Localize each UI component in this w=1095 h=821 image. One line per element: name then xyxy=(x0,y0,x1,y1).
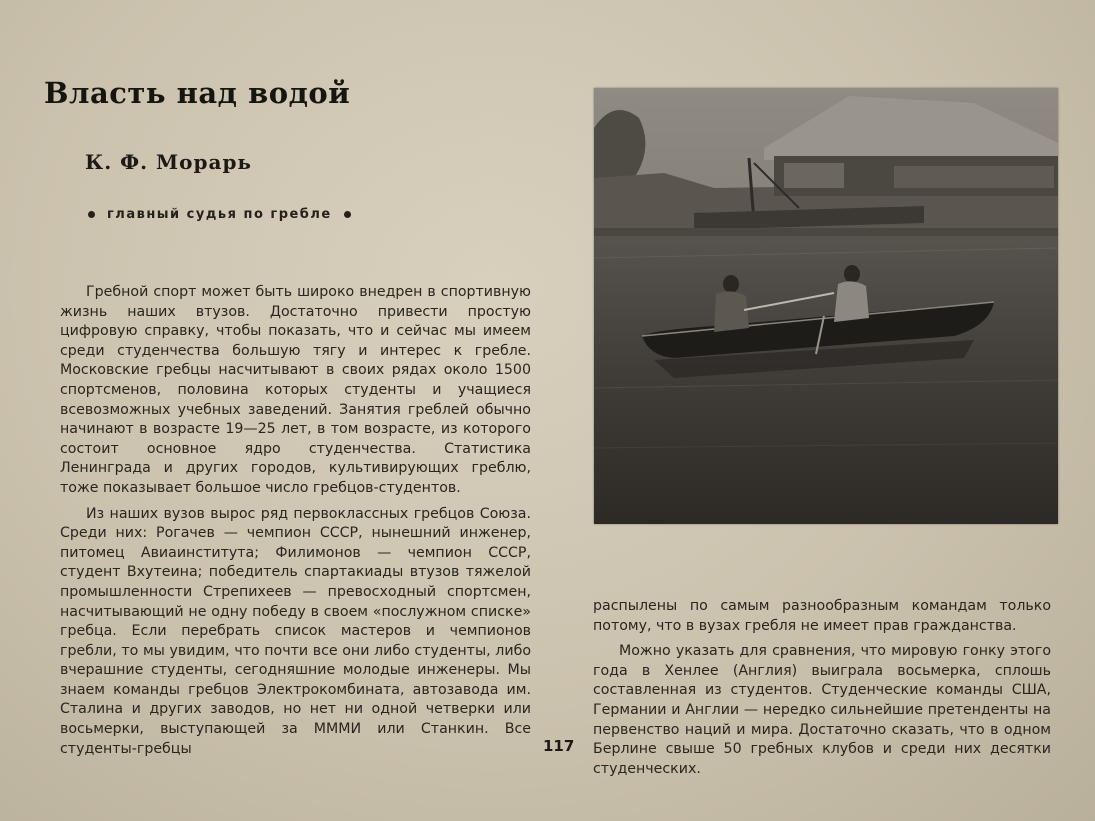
left-text-column xyxy=(60,283,531,759)
page-number: 117 xyxy=(543,737,575,755)
bullet-icon xyxy=(344,211,351,218)
author-role: главный судья по гребле xyxy=(107,207,332,222)
article-title: Власть над водой xyxy=(44,76,351,110)
paragraph: Можно указать для сравнения, что мировую гонку этого года в Хенлее (Англия) выиграла восьмерка, сплошь составленная из студентов. Студенческие команды США, Германии и Англии — нередко сильнейшие претенденты на первенство наций и мира. Достаточно сказать, что в одном Берлине свыше 50 гребных клубов и среди них десятки студенческих. xyxy=(593,643,1051,777)
paragraph: Из наших вузов вырос ряд первоклассных гребцов Союза. Среди них: Рогачев — чемпион СССР, нынешний инженер, питомец Авиаинститута; Филимонов — чемпион СССР, студент Вхутеина; победитель спартакиады втузов тяжелой промышленности Стрепихеев — превосходный спортсмен, насчитывающий не одну победу в своем «послужном списке» гребца. Если перебрать список мастеров и чемпионов гребли, то мы увидим, что почти все они либо студенты, либо вчерашние студенты, сегодняшние молодые инженеры. Мы знаем команды гребцов Электрокомбината, автозавода им. Сталина и других заводов, но нет ни одной четверки или восьмерки, выступающей за МММИ или Станкин. Все студенты-гребцы xyxy=(60,505,531,757)
paragraph: распылены по самым разнообразным командам только потому, что в вузах гребля не имеет прав гражданства. xyxy=(593,598,1051,634)
right-text-column xyxy=(593,597,1051,779)
bullet-icon xyxy=(88,211,95,218)
author-role-line xyxy=(88,207,351,222)
paragraph: Гребной спорт может быть широко внедрен в спортивную жизнь наших втузов. Достаточно привести простую цифровую справку, чтобы показать, что и сейчас мы имеем среди студенчества большую тягу и интерес к гребле. Московские гребцы насчитывают в своих рядах около 1500 спортсменов, половина которых студенты и учащиеся всевозможных учебных заведений. Занятия греблей обычно начинают в возрасте 19—25 лет, в том возрасте, из которого состоит основное ядро студенчества. Статистика Ленинграда и других городов, культивирующих греблю, тоже показывает большое число гребцов-студентов. xyxy=(60,284,531,496)
article-author: К. Ф. Морарь xyxy=(85,150,252,174)
photo-illustration xyxy=(594,88,1058,524)
rowing-boat-photo xyxy=(594,88,1058,524)
